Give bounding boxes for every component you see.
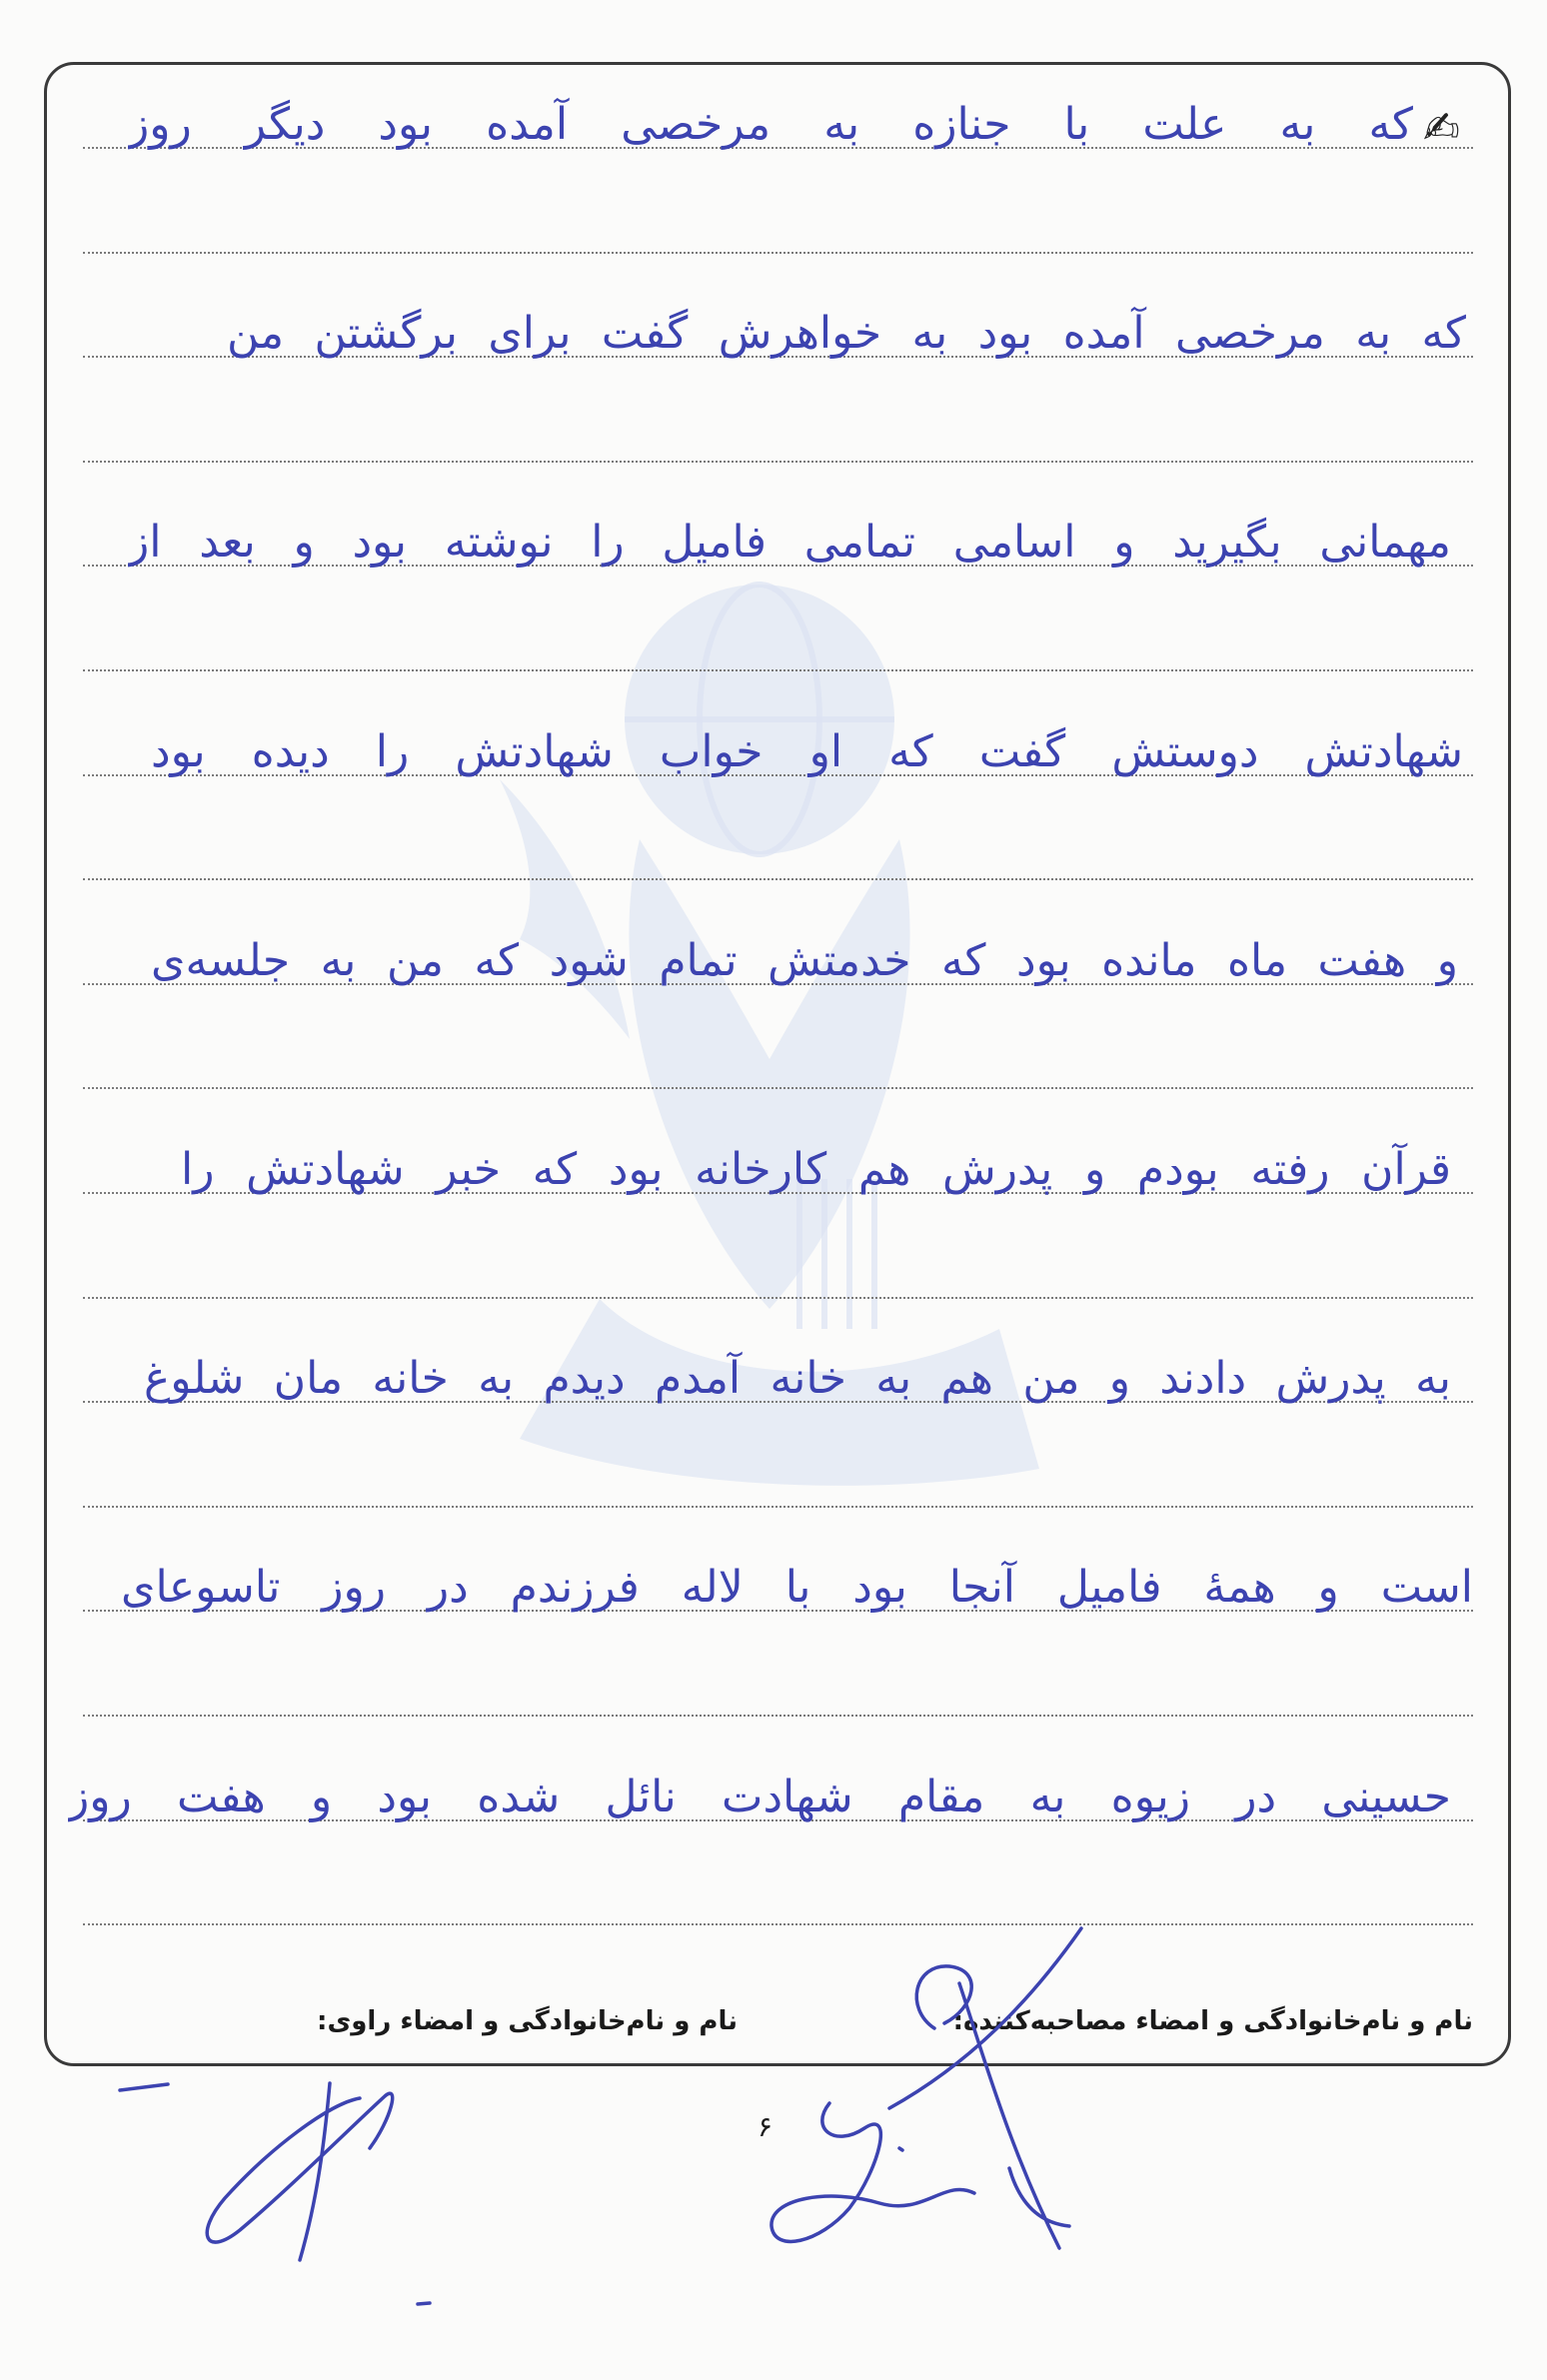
dotted-rule (83, 878, 1473, 880)
handwritten-line-7: به پدرش دادند و من هم به خانه آمدم دیدم به خانه مان شلوغ (144, 1353, 1451, 1404)
dotted-rule (83, 1715, 1473, 1717)
handwritten-line-4: شهادتش دوستش گفت که او خواب شهادتش را دیده بود (151, 726, 1463, 777)
dotted-rule (83, 1297, 1473, 1299)
handwritten-line-1: که به علت با جنازه به مرخصی آمده بود دیگر روز (128, 99, 1413, 150)
narrator-signature-label: نام و نام‌خانوادگی و امضاء راوی: (317, 2006, 738, 2036)
handwritten-line-2: که به مرخصی آمده بود به خواهرش گفت برای برگشتن من (227, 308, 1466, 359)
interviewer-signature-label: نام و نام‌خانوادگی و امضاء مصاحبه‌کننده: (952, 2006, 1473, 2036)
handwritten-line-6: قرآن رفته بودم و پدرش هم کارخانه بود که خبر شهادتش را (181, 1144, 1451, 1195)
handwritten-line-5: و هفت ماه مانده بود که خدمتش تمام شود که من به جلسه‌ی (151, 935, 1458, 986)
handwritten-line-8: است و همهٔ فامیل آنجا بود با لاله فرزندم در روز تاسوعای (121, 1562, 1473, 1613)
dotted-rule (83, 252, 1473, 254)
dotted-rule (83, 1087, 1473, 1089)
handwritten-line-3: مهمانی بگیرید و اسامی تمامی فامیل را نوشته بود و بعد از (128, 517, 1451, 568)
page-number: ۶ (758, 2110, 774, 2143)
handwritten-line-9: حسینی در زیوه به مقام شهادت نائل شده بود و هفت روز (68, 1772, 1451, 1822)
dotted-rule (83, 1506, 1473, 1508)
pen-icon: ✍ (1423, 103, 1460, 154)
dotted-rule (83, 461, 1473, 463)
dotted-rule (83, 669, 1473, 671)
dotted-rule (83, 1923, 1473, 1925)
